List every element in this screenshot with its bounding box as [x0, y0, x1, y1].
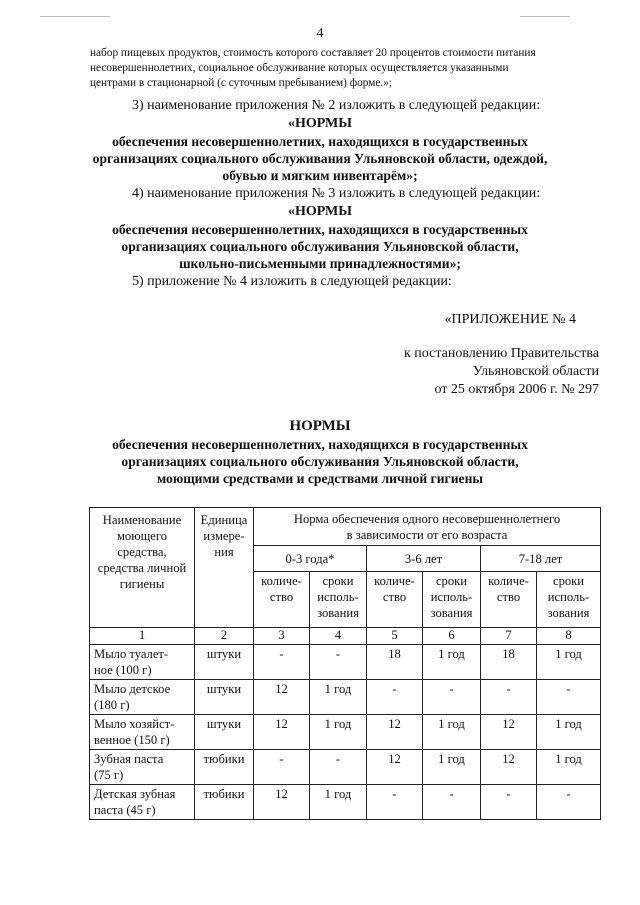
norms-subtitle	[70, 436, 570, 487]
item-5-text: 5) приложение № 4 изложить в следующей редакции:	[132, 274, 452, 289]
norms-subtitle-line: обеспечения несовершеннолетних, находящихся в государственных	[112, 437, 528, 452]
item-name-cell: Мыло детское (180 г)	[90, 680, 195, 715]
norms-table	[89, 507, 601, 820]
item-4-sub-line: школьно-письменными принадлежностями»;	[179, 256, 461, 271]
item-4-text: 4) наименование приложения № 3 изложить в следующей редакции:	[132, 186, 541, 201]
term-cell: -	[537, 680, 601, 715]
appendix-label: «ПРИЛОЖЕНИЕ № 4	[444, 312, 576, 327]
unit-cell: штуки	[195, 645, 254, 680]
header-norm: Норма обеспечения одного несовершеннолетнего в зависимости от его возраста	[254, 508, 601, 546]
appendix-ref-line: Ульяновской области	[472, 364, 599, 379]
column-number: 5	[367, 628, 423, 645]
term-cell: -	[537, 785, 601, 820]
term-cell: 1 год	[537, 750, 601, 785]
item-3-sub-line: обеспечения несовершеннолетних, находящихся в государственных	[112, 134, 528, 149]
term-cell: 1 год	[310, 680, 367, 715]
term-cell: -	[310, 645, 367, 680]
quantity-cell: 12	[367, 750, 423, 785]
term-cell: -	[423, 785, 481, 820]
unit-cell: штуки	[195, 715, 254, 750]
unit-cell: штуки	[195, 680, 254, 715]
quantity-cell: 12	[367, 715, 423, 750]
item-3-text: 3) наименование приложения № 2 изложить в следующей редакции:	[132, 98, 541, 113]
intro-line: несовершеннолетних, социальное обслуживание которых осуществляется указанными	[90, 62, 509, 74]
column-number: 7	[481, 628, 537, 645]
item-4-sub-line: обеспечения несовершеннолетних, находящихся в государственных	[112, 222, 528, 237]
term-cell: 1 год	[423, 715, 481, 750]
column-number: 1	[90, 628, 195, 645]
norms-subtitle-line: организациях социального обслуживания Ульяновской области,	[121, 454, 519, 469]
term-cell: -	[310, 750, 367, 785]
intro-paragraph	[90, 46, 600, 91]
table-row	[90, 645, 601, 680]
column-number: 2	[195, 628, 254, 645]
page-number: 4	[316, 26, 324, 41]
quantity-cell: 18	[481, 645, 537, 680]
appendix-ref-line: к постановлению Правительства	[403, 346, 599, 361]
appendix-ref-line: от 25 октября 2006 г. № 297	[434, 382, 599, 397]
quantity-cell: -	[481, 680, 537, 715]
quantity-cell: -	[254, 645, 310, 680]
quantity-cell: 12	[254, 785, 310, 820]
norms-title: НОРМЫ	[289, 418, 351, 434]
column-number-row	[90, 628, 601, 645]
term-cell: 1 год	[310, 715, 367, 750]
item-name-cell: Детская зубная паста (45 г)	[90, 785, 195, 820]
term-cell: 1 год	[423, 645, 481, 680]
item-3-sub-line: организациях социального обслуживания Ульяновской области, одеждой,	[92, 151, 548, 166]
item-3-sub-line: обувью и мягким инвентарём»;	[222, 168, 418, 183]
scan-mark	[520, 16, 570, 17]
quantity-cell: -	[254, 750, 310, 785]
quantity-cell: 12	[481, 750, 537, 785]
column-number: 6	[423, 628, 481, 645]
header-term: сроки исполь- зования	[310, 572, 367, 628]
table-row	[90, 680, 601, 715]
unit-cell: тюбики	[195, 785, 254, 820]
scan-mark	[40, 16, 110, 17]
header-item-name: Наименование моющего средства, средства личной гигиены	[90, 508, 195, 628]
quantity-cell: 12	[481, 715, 537, 750]
table-row	[90, 750, 601, 785]
table-row	[90, 785, 601, 820]
header-term: сроки исполь- зования	[537, 572, 601, 628]
term-cell: 1 год	[423, 750, 481, 785]
term-cell: -	[423, 680, 481, 715]
age-group-7-18: 7-18 лет	[481, 546, 601, 572]
column-number: 8	[537, 628, 601, 645]
quantity-cell: 18	[367, 645, 423, 680]
intro-line: набор пищевых продуктов, стоимость которого составляет 20 процентов стоимости питания	[90, 47, 536, 59]
quantity-cell: 12	[254, 680, 310, 715]
item-3-title: «НОРМЫ	[287, 116, 353, 131]
term-cell: 1 год	[310, 785, 367, 820]
header-quantity: количе- ство	[367, 572, 423, 628]
intro-line: центрами в стационарной (с суточным пребыванием) форме.»;	[90, 77, 392, 89]
appendix-reference	[330, 345, 599, 399]
item-4-sub-line: организациях социального обслуживания Ульяновской области,	[121, 239, 519, 254]
quantity-cell: -	[481, 785, 537, 820]
header-quantity: количе- ство	[254, 572, 310, 628]
quantity-cell: 12	[254, 715, 310, 750]
item-name-cell: Мыло туалет- ное (100 г)	[90, 645, 195, 680]
norms-subtitle-line: моющими средствами и средствами личной гигиены	[156, 471, 484, 486]
item-name-cell: Мыло хозяйст- венное (150 г)	[90, 715, 195, 750]
term-cell: 1 год	[537, 645, 601, 680]
item-name-cell: Зубная паста (75 г)	[90, 750, 195, 785]
table-row	[90, 715, 601, 750]
age-group-0-3: 0-3 года*	[254, 546, 367, 572]
header-term: сроки исполь- зования	[423, 572, 481, 628]
unit-cell: тюбики	[195, 750, 254, 785]
quantity-cell: -	[367, 680, 423, 715]
column-number: 4	[310, 628, 367, 645]
quantity-cell: -	[367, 785, 423, 820]
item-4-title: «НОРМЫ	[287, 204, 353, 219]
term-cell: 1 год	[537, 715, 601, 750]
column-number: 3	[254, 628, 310, 645]
age-group-3-6: 3-6 лет	[367, 546, 481, 572]
header-quantity: количе- ство	[481, 572, 537, 628]
header-unit: Единица измере- ния	[195, 508, 254, 628]
